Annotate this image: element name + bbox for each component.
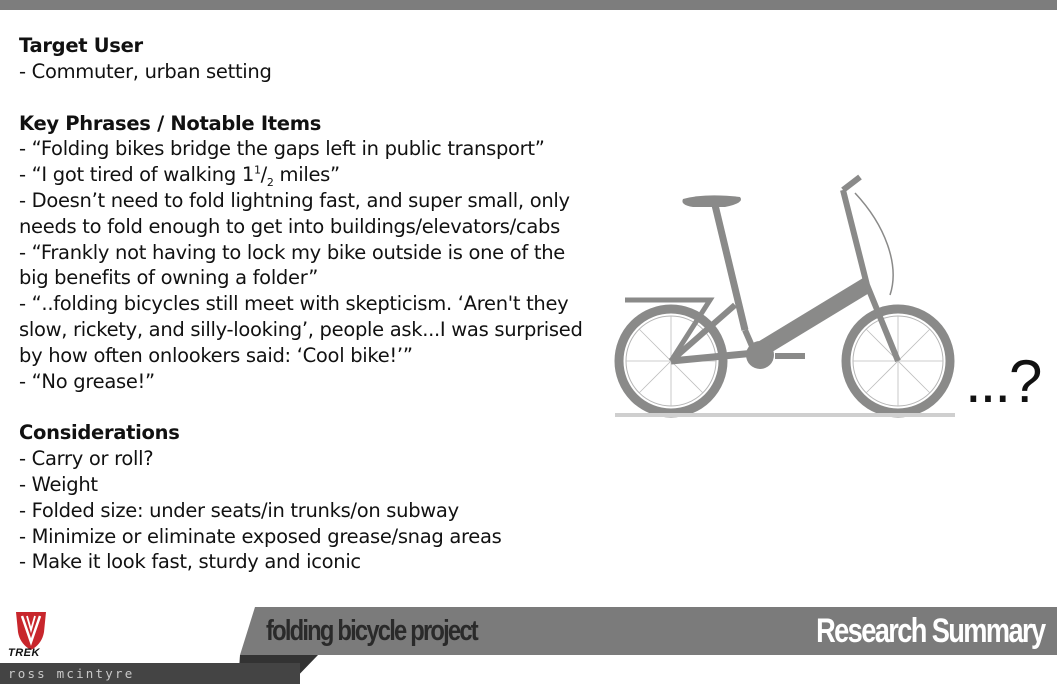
project-title: folding bicycle project	[266, 615, 477, 647]
top-bar	[0, 0, 1057, 10]
key-phrase-item: - Doesn’t need to fold lightning fast, and super small, only needs to fold enough to get into buildings/elevators/cabs	[19, 188, 570, 238]
consideration-item: - Weight	[19, 472, 98, 496]
key-phrase-item: - “..folding bicycles still meet with skepticism. ‘Aren't they slow, rickety, and silly-looking’, people ask...I was surprised by how often onlookers said: ‘Cool bike!’”	[19, 292, 583, 367]
consideration-item: - Carry or roll?	[19, 447, 154, 471]
slide-title: Research Summary	[816, 612, 1045, 650]
author-name: ross mcintyre	[8, 666, 135, 681]
key-phrase-item: - “Folding bikes bridge the gaps left in public transport”	[19, 137, 545, 161]
consideration-item: - Folded size: under seats/in trunks/on subway	[19, 498, 459, 522]
research-notes	[19, 33, 599, 575]
key-phrase-item: - “Frankly not having to lock my bike outside is one of the big benefits of owning a folder”	[19, 240, 565, 290]
folding-bike-icon	[605, 165, 965, 425]
consideration-item: - Minimize or eliminate exposed grease/snag areas	[19, 524, 502, 548]
key-phrase-item: - “I got tired of walking $1^1/_2$ miles”	[19, 163, 340, 190]
question-suffix: ...?	[965, 348, 1041, 415]
brand-name: TREK	[8, 647, 40, 659]
key-phrases-heading: Key Phrases / Notable Items	[19, 111, 322, 135]
target-user-heading: Target User	[19, 34, 143, 57]
consideration-item: - Make it look fast, sturdy and iconic	[19, 550, 361, 574]
considerations-heading: Considerations	[19, 421, 180, 445]
key-phrase-item: - “No grease!”	[19, 369, 155, 393]
target-user-item: - Commuter, urban setting	[19, 59, 272, 83]
